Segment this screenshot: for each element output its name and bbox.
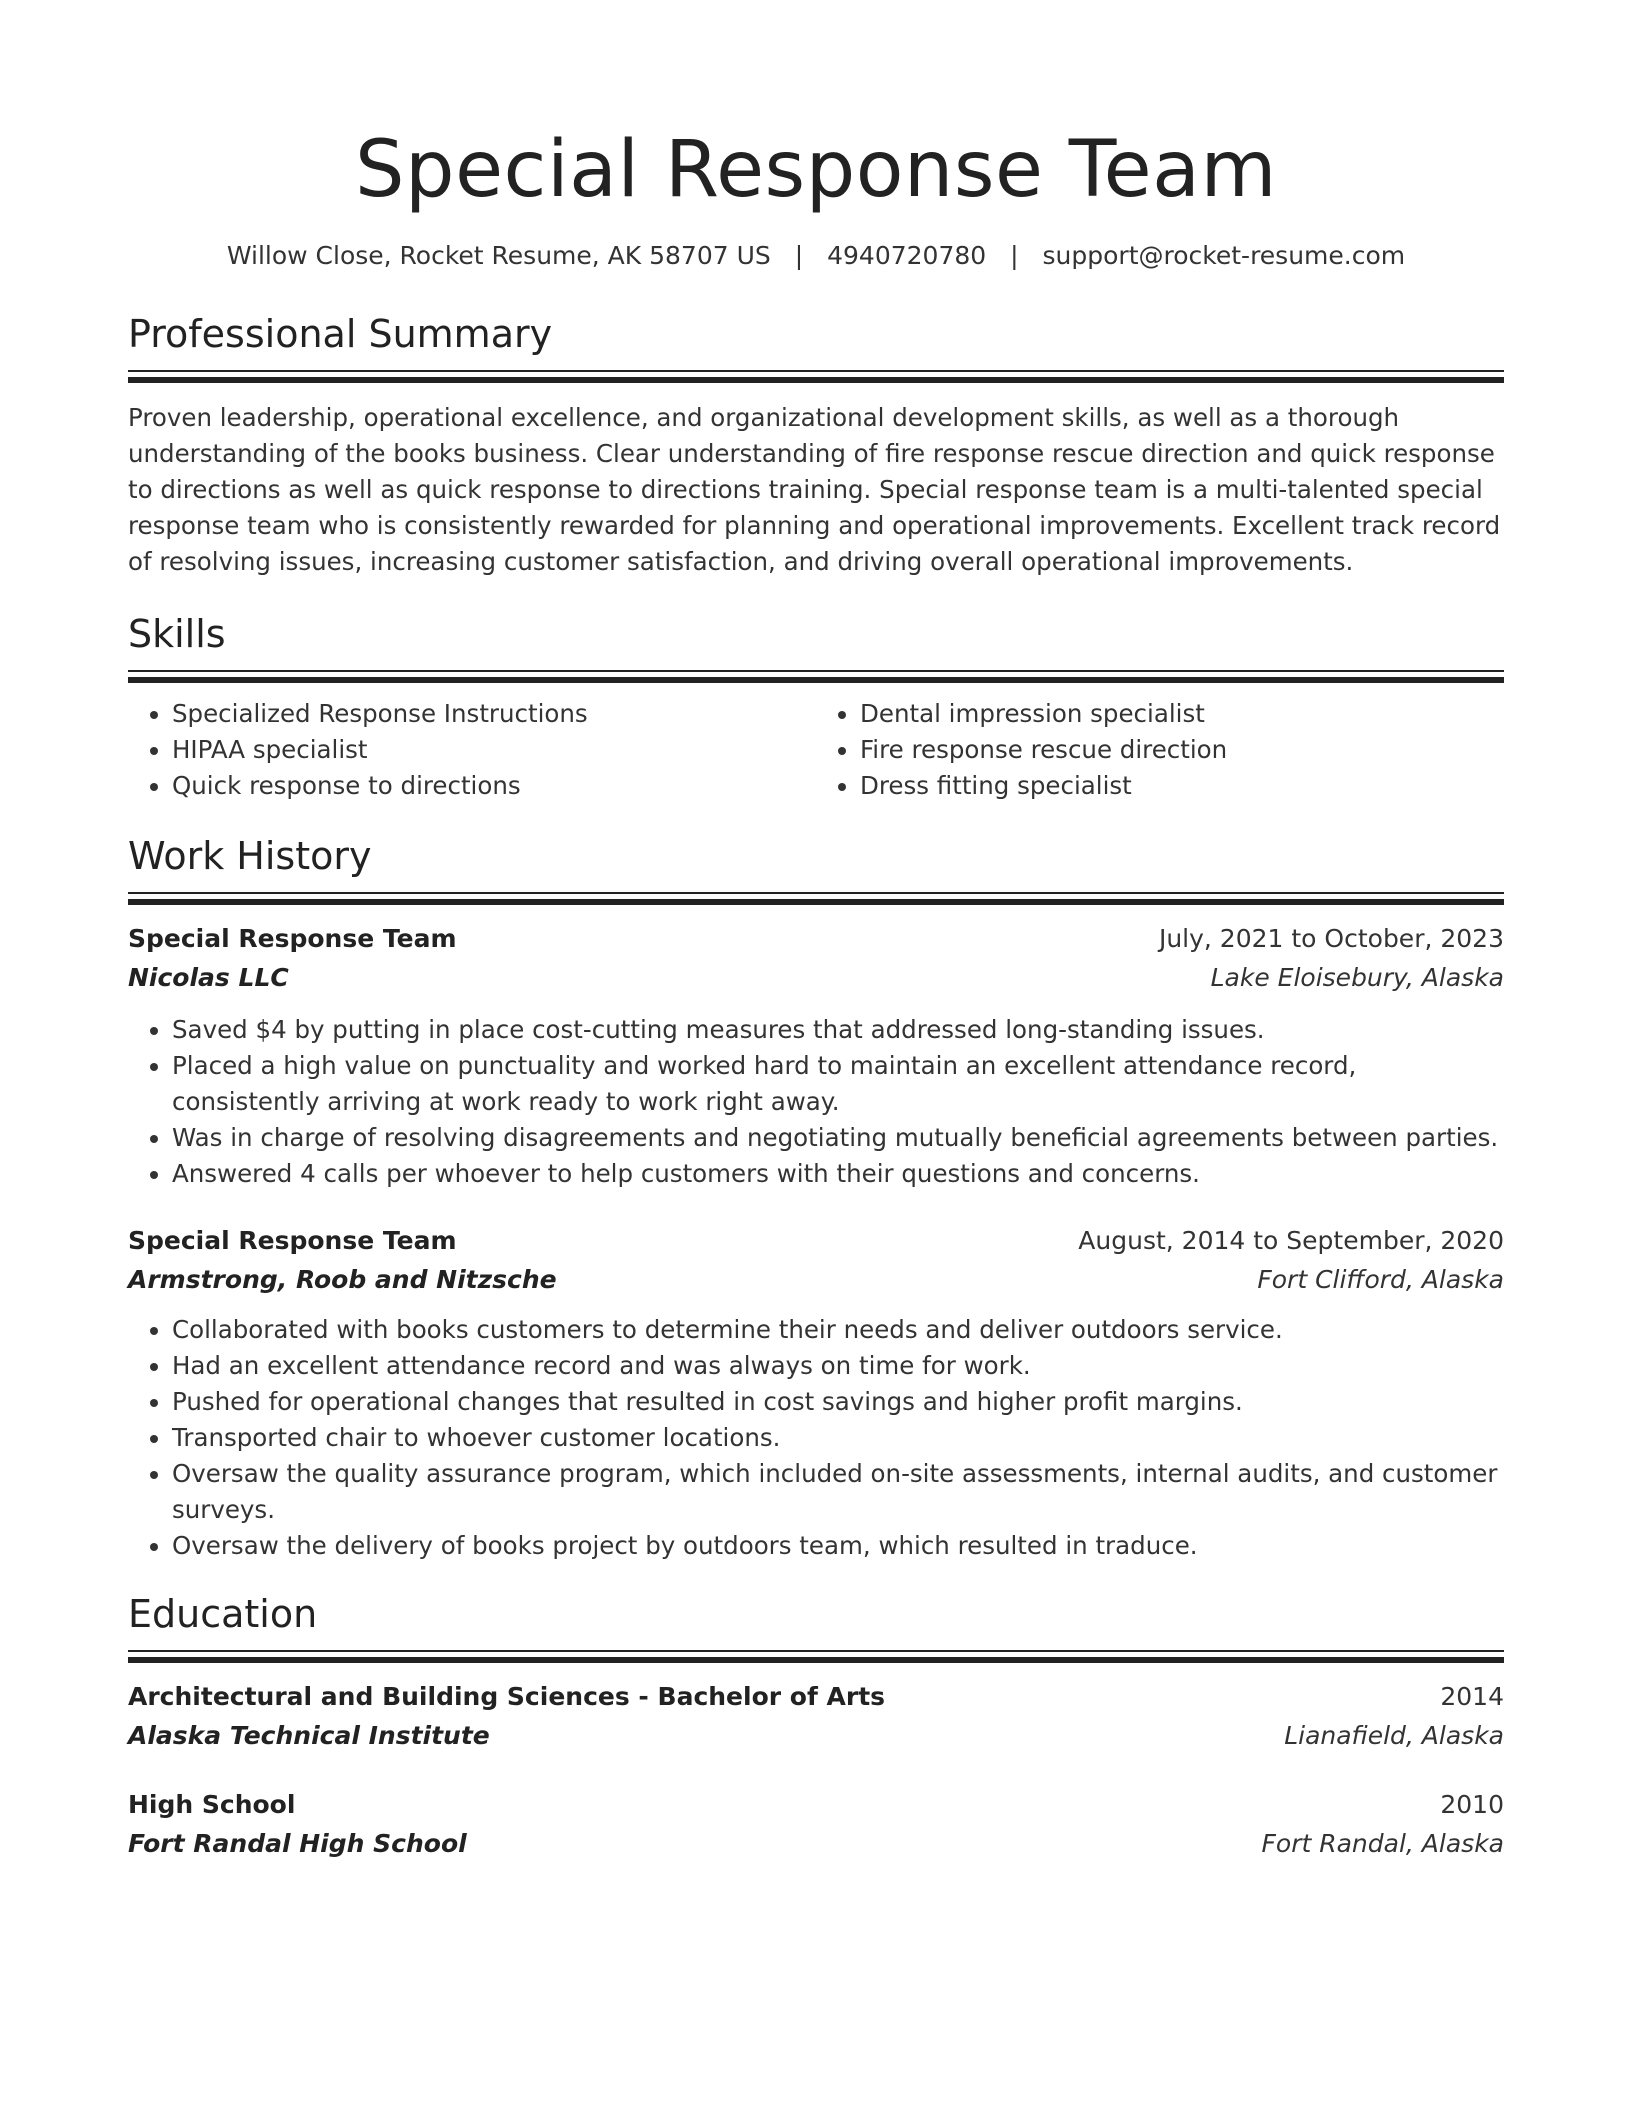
skill-item: • Specialized Response Instructions <box>172 696 816 732</box>
section-divider <box>128 1650 1504 1660</box>
education-section <box>128 1590 1504 1864</box>
job-header-row <box>128 920 1504 958</box>
company-name: Armstrong, Roob and Nitzsche <box>128 1265 557 1294</box>
degree: High School <box>128 1790 296 1819</box>
summary-text: Proven leadership, operational excellence, and organizational development skills, as well as a thorough understanding of the books business. Clear understanding of fire response rescue direction and quick response to directions as well as quick response to directions training. Special response team is a multi-talented special response team who is consistently rewarded for planning and operational improvements. Excellent track record of resolving issues, increasing customer satisfaction, and driving overall operational improvements. <box>128 403 1501 576</box>
education-header-row <box>128 1786 1504 1824</box>
job-bullet: • Had an excellent attendance record and was always on time for work. <box>172 1348 1504 1384</box>
work-section <box>128 832 1504 1564</box>
education-school-row <box>128 1824 1504 1864</box>
education-school-row <box>128 1716 1504 1756</box>
section-title-work: Work History <box>128 834 372 878</box>
job-bullet: • Collaborated with books customers to determine their needs and deliver outdoors service. <box>172 1312 1504 1348</box>
job-bullet: • Transported chair to whoever customer locations. <box>172 1420 1504 1456</box>
candidate-name: Special Response Team <box>355 125 1277 215</box>
section-divider <box>128 892 1504 902</box>
education-header-row <box>128 1678 1504 1716</box>
skill-item: • Dental impression specialist <box>860 696 1504 732</box>
job-company-row <box>128 1260 1504 1300</box>
separator: | <box>794 241 804 270</box>
job-location: Fort Clifford, Alaska <box>1257 1265 1504 1294</box>
job-company-row <box>128 958 1504 998</box>
section-title-summary: Professional Summary <box>128 312 553 356</box>
job-bullet: • Pushed for operational changes that resulted in cost savings and higher profit margins. <box>172 1384 1504 1420</box>
separator: | <box>1010 241 1019 270</box>
job-dates: July, 2021 to October, 2023 <box>1158 924 1504 953</box>
job-header-row <box>128 1222 1504 1260</box>
section-divider <box>128 670 1504 680</box>
degree: Architectural and Building Sciences - Bachelor of Arts <box>128 1682 886 1711</box>
section-title-skills: Skills <box>128 612 226 656</box>
company-name: Nicolas LLC <box>128 963 289 992</box>
job-entry <box>128 1222 1504 1564</box>
job-bullet: • Placed a high value on punctuality and worked hard to maintain an excellent attendance record, consistently arriving at work ready to work right away. <box>172 1048 1504 1120</box>
graduation-year: 2014 <box>1440 1682 1504 1711</box>
school-location: Lianafield, Alaska <box>1284 1721 1504 1750</box>
section-divider <box>128 370 1504 380</box>
school-location: Fort Randal, Alaska <box>1261 1829 1504 1858</box>
job-title: Special Response Team <box>128 924 457 953</box>
section-title-education: Education <box>128 1592 318 1636</box>
graduation-year: 2010 <box>1440 1790 1504 1819</box>
job-bullet: • Saved $4 by putting in place cost-cutting measures that addressed long-standing issues. <box>172 1012 1504 1048</box>
job-dates: August, 2014 to September, 2020 <box>1078 1226 1504 1255</box>
job-bullets <box>128 1012 1504 1192</box>
job-bullet: • Oversaw the quality assurance program, which included on-site assessments, internal audits, and customer surveys. <box>172 1456 1504 1528</box>
school-name: Alaska Technical Institute <box>128 1721 490 1750</box>
email: support@rocket-resume.com <box>1042 241 1406 270</box>
skill-item: • Quick response to directions <box>172 768 816 804</box>
address: Willow Close, Rocket Resume, AK 58707 US <box>226 241 771 270</box>
skill-item: • Fire response rescue direction <box>860 732 1504 768</box>
skill-item: • HIPAA specialist <box>172 732 816 768</box>
skill-item: • Dress fitting specialist <box>860 768 1504 804</box>
job-title: Special Response Team <box>128 1226 457 1255</box>
phone: 4940720780 <box>827 241 987 270</box>
skills-section <box>128 610 1504 804</box>
job-bullets <box>128 1312 1504 1564</box>
skills-columns <box>128 696 1504 804</box>
school-name: Fort Randal High School <box>128 1829 467 1858</box>
education-entry <box>128 1786 1504 1864</box>
summary-section <box>128 310 1504 580</box>
job-bullet: • Answered 4 calls per whoever to help customers with their questions and concerns. <box>172 1156 1504 1192</box>
job-bullet: • Oversaw the delivery of books project by outdoors team, which resulted in traduce. <box>172 1528 1504 1564</box>
skills-left-column <box>128 696 816 804</box>
skills-right-column <box>816 696 1504 804</box>
job-bullet: • Was in charge of resolving disagreements and negotiating mutually beneficial agreements between parties. <box>172 1120 1504 1156</box>
contact-line <box>128 238 1504 274</box>
education-entry <box>128 1678 1504 1756</box>
job-entry <box>128 920 1504 1192</box>
job-location: Lake Eloisebury, Alaska <box>1210 963 1504 992</box>
